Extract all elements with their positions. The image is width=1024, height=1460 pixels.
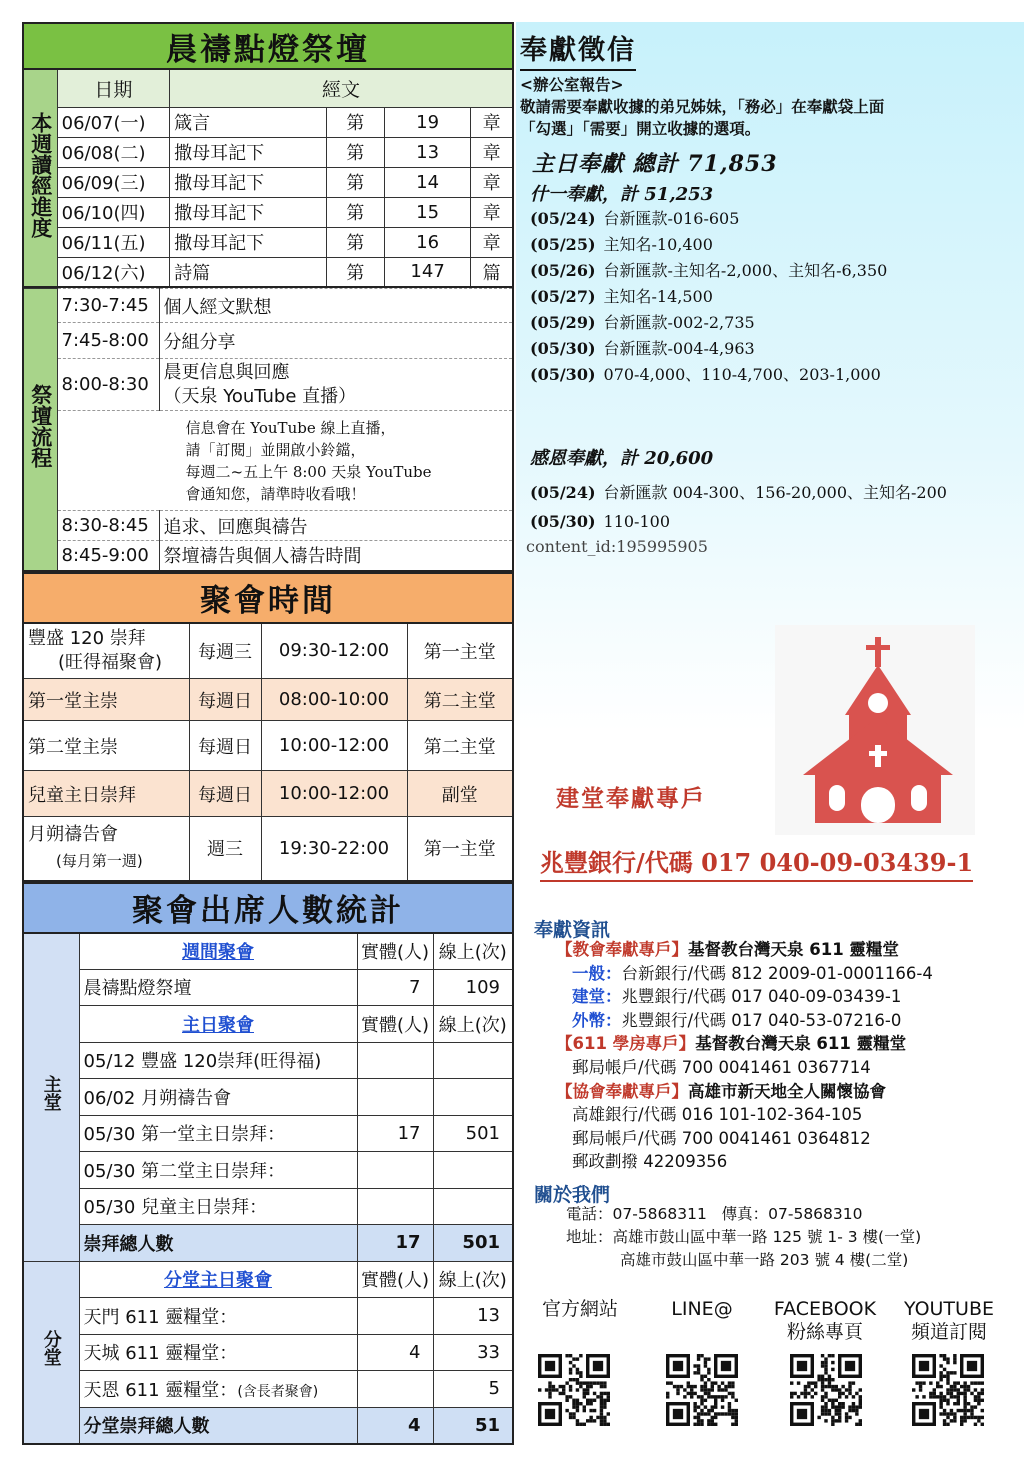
building-fund-label: 建堂奉獻專戶 [556,785,706,812]
content-id: content_id:195995905 [526,537,708,556]
qr-label-website: 官方網站 [541,1298,618,1320]
facebook-qr-code-icon[interactable] [790,1354,862,1426]
meeting-row: 第二堂主崇 每週日 10:00-12:00 第二主堂 [23,721,513,771]
offering-record: (05/24) 台新匯款 004-300、156-20,000、主知名-200 [530,483,947,502]
attendance-row: 05/30 兒童主日崇拜： [23,1188,513,1225]
scripture-column-header: 經文 [170,69,513,107]
attendance-table: 主堂 週間聚會 實體(人) 線上(次) 晨禱點燈祭壇 7 109 主日聚會 實體(人) 線上(次) 05/12 豐盛 120崇拜(旺得福) 06/02 月朔禱告會 05/30 第一堂主日崇拜： 17 501 05/30 第二堂主日崇拜： 05/30 兒童主日崇拜： 崇拜總人數 17 501 分堂 分堂主日聚會 實體(人) 線上(次) 天門 611 靈糧堂： 13 天城 611 靈糧堂： 4 33 天恩 611 靈糧堂：(含長者聚會) 5 分堂崇拜總人數 4 51 [22,932,514,1445]
meeting-row: 月朔禱告會 (每月第一週) 週三 19:30-22:00 第一主堂 [23,817,513,881]
sunday-meeting-link[interactable]: 主日聚會 [79,1006,357,1043]
reading-row: 06/09(三) 撒母耳記下 第 14 章 [23,167,513,197]
flow-item: 晨更信息與回應 （天泉 YouTube 直播） [159,359,513,411]
meeting-row: 豐盛 120 崇拜 (旺得福聚會) 每週三 09:30-12:00 第一主堂 [23,623,513,679]
sunday-offering-total: 主日奉獻 總計 71,853 [532,151,778,177]
flow-time: 8:45-9:00 [57,541,159,571]
offering-title: 奉獻徵信 [520,28,636,71]
reading-row: 06/10(四) 撒母耳記下 第 15 章 [23,197,513,227]
offering-record: (05/24) 台新匯款-016-605 [530,209,740,228]
attendance-row: 05/30 第一堂主日崇拜： 17 501 [23,1115,513,1152]
offering-info: 【教會奉獻專戶】基督教台灣天泉 611 靈糧堂 一般：台新銀行/代碼 812 2009-01-0001166-4 建堂：兆豐銀行/代碼 017 040-09-03439-1 外幣：兆豐銀行/代碼 017 040-53-07216-0 【611 學房專戶】基督教台灣天泉 611 靈糧堂 郵局帳戶/代碼 700 0041461 0367714 【協會奉獻專戶】高雄市新天地全人關懷協會 高雄銀行/代碼 016 101-102-364-105 郵局帳戶/代碼 700 0041461 0364812 郵政劃撥 42209356 [556,940,933,1172]
offering-info-title: 奉獻資訊 [534,919,611,941]
attendance-row: 05/12 豐盛 120崇拜(旺得福) [23,1042,513,1079]
reading-row: 06/08(二) 撒母耳記下 第 13 章 [23,137,513,167]
thanks-offering-total: 感恩奉獻，計 20,600 [530,448,714,469]
attendance-row: 06/02 月朔禱告會 [23,1079,513,1116]
website-qr-code-icon[interactable] [538,1354,610,1426]
lamp-altar-title: 晨禱點燈祭壇 [22,22,514,68]
offering-record: (05/26) 台新匯款-主知名-2,000、主知名-6,350 [530,261,888,280]
date-column-header: 日期 [57,69,169,107]
left-column [22,22,514,1445]
reading-schedule-label: 本週讀經進度 [23,69,57,287]
offering-record: (05/30) 台新匯款-004-4,963 [530,339,755,358]
reading-row: 06/07(一) 箴言 第 19 章 [23,107,513,137]
meetings-table [22,622,514,882]
altar-flow-label: 祭壇流程 [23,289,57,571]
branch-total-row: 分堂崇拜總人數 4 51 [23,1407,513,1444]
attendance-row: 天城 611 靈糧堂： 4 33 [23,1334,513,1371]
offering-record: (05/27) 主知名-14,500 [530,287,713,306]
church-icon [775,625,975,835]
attendance-row: 天恩 611 靈糧堂：(含長者聚會) 5 [23,1371,513,1408]
meeting-row: 第一堂主崇 每週日 08:00-10:00 第二主堂 [23,679,513,721]
reading-row: 06/12(六) 詩篇 第 147 篇 [23,257,513,287]
branch-label: 分堂 [23,1261,79,1444]
contact-info: 電話：07-5868311 傳真：07-5868310 地址：高雄市鼓山區中華一路 125 號 1- 3 樓(一堂) 高雄市鼓山區中華一路 203 號 4 樓(二堂) [566,1205,922,1269]
office-report: <辦公室報告> 敬請需要奉獻收據的弟兄姊妹，「務必」在奉獻袋上面 「勾選」「需要」開立收據的選項。 [520,75,885,138]
qr-label-youtube: YOUTUBE 頻道訂閱 [904,1298,994,1343]
attendance-row: 天門 611 靈糧堂： 13 [23,1298,513,1335]
line-qr-code-icon[interactable] [666,1354,738,1426]
offering-record: (05/30) 110-100 [530,512,670,531]
meetings-title: 聚會時間 [22,572,514,622]
altar-flow-table [22,288,514,572]
flow-time: 7:45-8:00 [57,323,159,359]
flow-item: 個人經文默想 [159,289,513,323]
qr-label-facebook: FACEBOOK 粉絲專頁 [773,1298,877,1343]
youtube-notice: 信息會在 YouTube 線上直播， 請「訂閱」並開啟小鈴鐺， 每週二~五上午 8:00 天泉 YouTube 會通知您，請準時收看哦！ [57,411,513,511]
flow-item: 祭壇禱告與個人禱告時間 [159,541,513,571]
offering-record: (05/25) 主知名-10,400 [530,235,713,254]
flow-time: 8:30-8:45 [57,511,159,541]
weekly-meeting-link[interactable]: 週間聚會 [79,933,357,970]
tithe-total: 什一奉獻，計 51,253 [530,184,714,205]
flow-time: 8:00-8:30 [57,359,159,411]
building-fund-bank: 兆豐銀行/代碼 017 040-09-03439-1 [540,843,973,882]
flow-item: 追求、回應與禱告 [159,511,513,541]
attendance-title: 聚會出席人數統計 [22,882,514,932]
flow-time: 7:30-7:45 [57,289,159,323]
offering-record: (05/29) 台新匯款-002-2,735 [530,313,755,332]
attendance-row: 晨禱點燈祭壇 7 109 [23,969,513,1006]
reading-schedule-table [22,68,514,288]
attendance-row: 05/30 第二堂主日崇拜： [23,1152,513,1189]
qr-label-line: LINE@ [671,1298,733,1320]
youtube-qr-code-icon[interactable] [912,1354,984,1426]
offering-record: (05/30) 070-4,000、110-4,700、203-1,000 [530,365,881,384]
main-hall-label: 主堂 [23,933,79,1262]
reading-row: 06/11(五) 撒母耳記下 第 16 章 [23,227,513,257]
branch-meeting-link[interactable]: 分堂主日聚會 [79,1261,357,1298]
about-us-title: 關於我們 [534,1184,611,1206]
main-total-row: 崇拜總人數 17 501 [23,1225,513,1262]
meeting-row: 兒童主日崇拜 每週日 10:00-12:00 副堂 [23,771,513,817]
flow-item: 分組分享 [159,323,513,359]
